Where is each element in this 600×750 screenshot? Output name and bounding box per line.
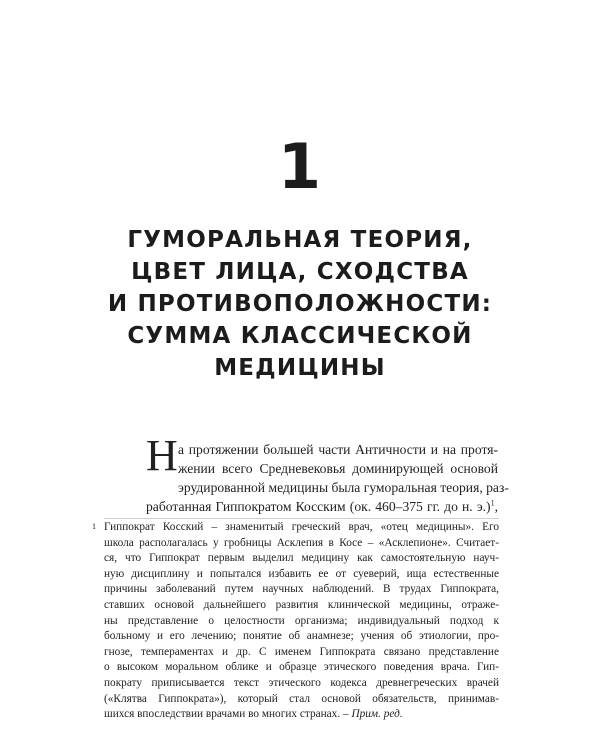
footnote-line: больному и его лечению; понятие об анамнезе; учения об этиологии, про- <box>104 630 499 643</box>
body-line-text: работанная Гиппократом Косским (ок. 460–375 гг. до н. э.) <box>146 499 491 514</box>
body-line-last <box>146 497 498 516</box>
chapter-title-line: ЦВЕТ ЛИЦА, СХОДСТВА <box>131 259 469 285</box>
chapter-title <box>60 224 540 384</box>
body-paragraph <box>146 440 509 516</box>
footnote-reference[interactable]: 1 <box>490 498 495 508</box>
footnote-line: ны представление о целостности организма; индивидуальный подход к <box>104 614 499 627</box>
footnote <box>92 520 499 723</box>
footnote-line: («Клятва Гиппократа»), который стал основой обязательств, принимав- <box>104 692 499 705</box>
chapter-title-line: СУММА КЛАССИЧЕСКОЙ <box>127 323 473 349</box>
footnote-last-text: шихся впоследствии врачами во многих странах. – <box>104 708 352 721</box>
chapter-title-line: МЕДИЦИНЫ <box>214 355 386 381</box>
chapter-title-line: ГУМОРАЛЬНАЯ ТЕОРИЯ, <box>127 227 473 253</box>
footnote-line: ставших основой дальнейшего развития клинической медицины, отраже- <box>104 598 499 611</box>
footnote-line: причины заболеваний путем научных наблюдений. В трудах Гиппократа, <box>104 583 499 596</box>
footnote-line-last <box>104 707 499 723</box>
trailing-comma: , <box>494 499 498 514</box>
chapter-title-line: И ПРОТИВОПОЛОЖНОСТИ: <box>107 291 493 317</box>
chapter-number: 1 <box>277 130 323 203</box>
footnote-line: гнозе, темпераментах и др. С именем Гиппократа связано представление <box>104 645 499 658</box>
footnote-line: Гиппократ Косский – знаменитый греческий врач, «отец медицины». Его <box>104 521 499 533</box>
footnote-line: о высоком моральном облике и образце этического поведения врача. Гип- <box>104 661 499 674</box>
footnote-mark: 1 <box>92 522 96 531</box>
footnote-line: школа располагалась у гробницы Асклепия в Косе – «Асклепионе». Считает- <box>104 536 499 549</box>
footnote-line: ся, что Гиппократ первым выделил медицину как самостоятельную науч- <box>104 552 499 565</box>
body-line: а протяжении большей части Античности и на протя- <box>178 442 498 457</box>
editor-note: Прим. ред. <box>351 708 403 721</box>
footnote-divider <box>104 518 499 519</box>
body-line: эрудированной медицины была гуморальная теория, раз- <box>178 480 509 495</box>
body-line: жении всего Средневековья доминирующей основой <box>178 461 498 476</box>
footnote-line: ную дисциплину и попытался избавить ее от суеверий, ища естественные <box>104 567 499 580</box>
footnote-line: пократу приписывается текст этического кодекса древнегреческих врачей <box>104 676 499 689</box>
drop-cap: Н <box>146 431 178 480</box>
